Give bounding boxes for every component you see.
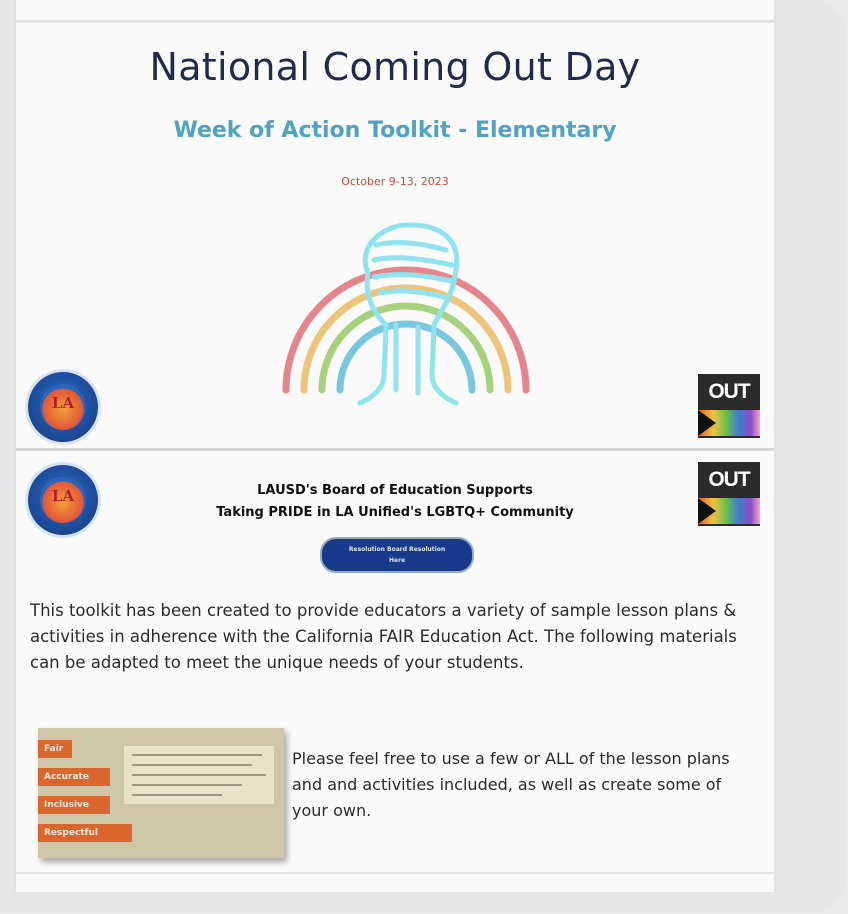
thumbnail-tag: Inclusive bbox=[38, 796, 110, 814]
thumbnail-tag: Accurate bbox=[38, 768, 110, 786]
fair-act-thumbnail bbox=[38, 728, 284, 858]
seal-label: LA bbox=[51, 394, 75, 412]
board-line-1: LAUSD's Board of Education Supports bbox=[257, 483, 533, 498]
document-page bbox=[14, 0, 776, 892]
lausd-seal-icon bbox=[28, 372, 98, 442]
event-date: October 9-13, 2023 bbox=[341, 175, 449, 188]
board-statement bbox=[16, 480, 774, 524]
bottom-rule bbox=[16, 872, 774, 874]
page-subtitle: Week of Action Toolkit - Elementary bbox=[173, 118, 617, 143]
page-title: National Coming Out Day bbox=[149, 45, 641, 89]
thumbnail-text-block bbox=[124, 746, 274, 804]
seal-label: LA bbox=[51, 487, 75, 505]
usage-note: Please feel free to use a few or ALL of the lesson plans and and activities included, as well as create some of your own. bbox=[292, 749, 730, 820]
out-badge-label: OUT bbox=[708, 468, 750, 491]
thumbnail-tag: Fair bbox=[38, 740, 72, 758]
out-badge-label: OUT bbox=[708, 380, 750, 403]
out-badge-icon bbox=[698, 374, 760, 438]
board-line-2: Taking PRIDE in LA Unified's LGBTQ+ Community bbox=[216, 505, 574, 520]
resolution-link-line-1: Resolution Board Resolution bbox=[348, 546, 446, 553]
raised-fist-rainbow-icon bbox=[256, 215, 556, 415]
thumbnail-tag: Respectful bbox=[38, 824, 132, 842]
intro-paragraph: This toolkit has been created to provide educators a variety of sample lesson plans & activities in adherence with the California FAIR Education Act. The following materials can be adapted to meet the unique needs of your students. bbox=[30, 601, 737, 672]
top-rule bbox=[16, 20, 774, 23]
resolution-link-button[interactable] bbox=[320, 537, 474, 573]
section-divider bbox=[16, 448, 774, 451]
resolution-link-line-2: Here bbox=[388, 557, 406, 564]
